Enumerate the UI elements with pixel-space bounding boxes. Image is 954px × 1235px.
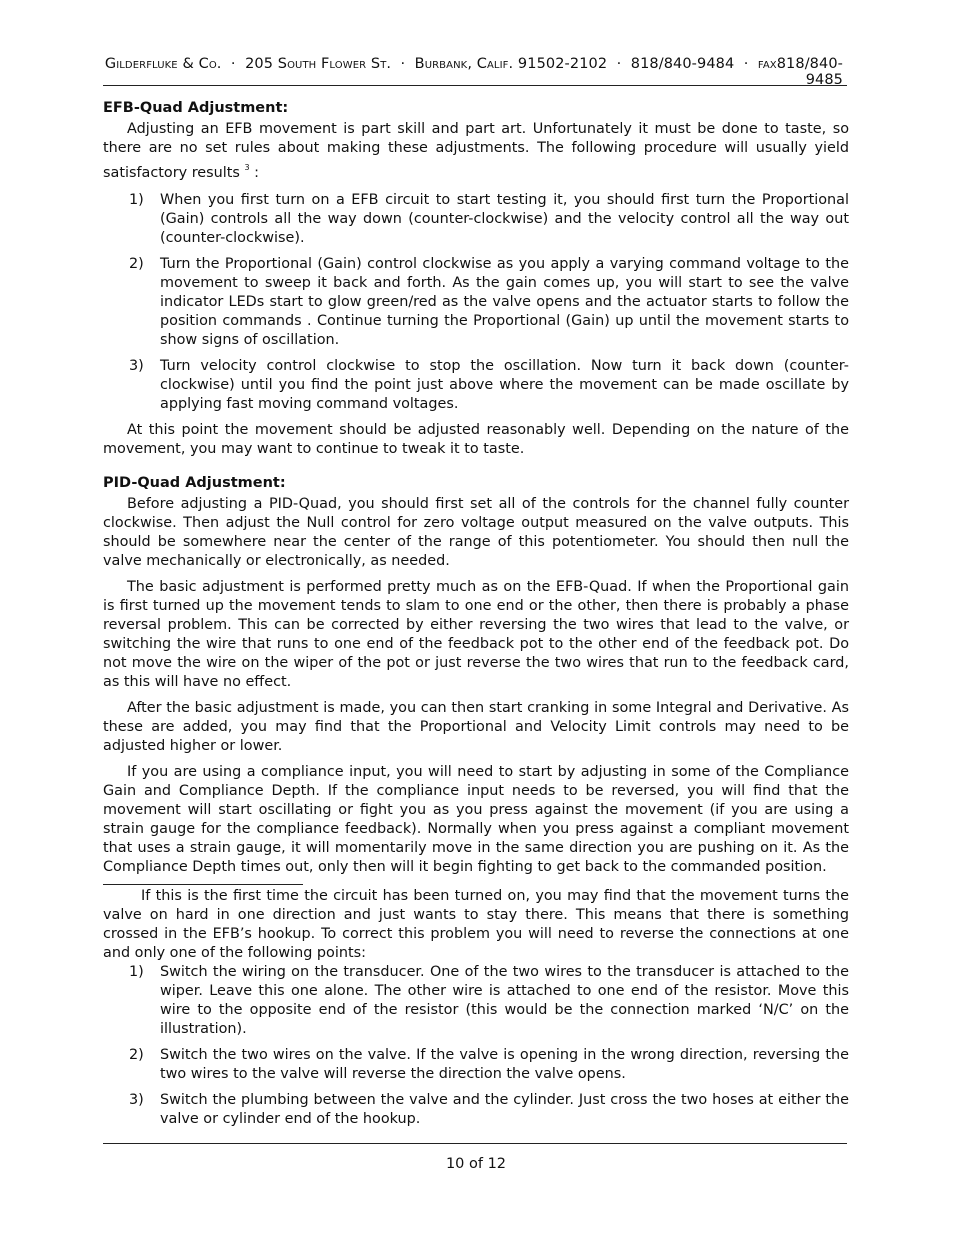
numbered-list [103, 191, 849, 414]
list-number: 1) [129, 964, 144, 980]
list-text: Turn the Proportional (Gain) control clockwise as you apply a varying command voltage to the movement to sweep it back and forth. As the gain comes up, you will start to see the valve indicator LEDs start to glow green/red as the valve opens and the actuator starts to follow the position commands . Continue turning the Proportional (Gain) up until the movement starts to show signs of oscillation. [160, 256, 849, 348]
city: Burbank, Calif. [414, 56, 514, 72]
paragraph-text: Adjusting an EFB movement is part skill and part art. Unfortunately it must be done to taste, so there are no set rules about making these adjustments. The following procedure will usually yield satisfactory results [103, 121, 849, 181]
fax-label: fax [757, 56, 777, 72]
paragraph: Before adjusting a PID-Quad, you should first set all of the controls for the channel fully counter clockwise. Then adjust the Null control for zero voltage output measured on the valve outputs. This should be somewhere near the center of the range of this potentiometer. You should then null the valve mechanically or electronically, as needed. [103, 496, 849, 569]
letterhead [103, 56, 843, 88]
list-item [103, 255, 849, 350]
list-text: Switch the two wires on the valve. If the valve is opening in the wrong direction, reversing the two wires to the valve will reverse the direction the valve opens. [160, 1047, 849, 1082]
list-number: 2) [129, 1047, 144, 1063]
paragraph: At this point the movement should be adjusted reasonably well. Depending on the nature of the movement, you may want to continue to tweak it to taste. [103, 422, 849, 457]
paragraph: The basic adjustment is performed pretty much as on the EFB-Quad. If when the Proportional gain is first turned up the movement tends to slam to one end or the other, then there is probably a phase reversal problem. This can be corrected by either reversing the two wires that lead to the valve, or switching the wire that runs to one end of the feedback pot to the other end of the feedback pot. Do not move the wire on the wiper of the pot or just reverse the two wires that run to the feedback card, as this will have no effect. [103, 579, 849, 690]
main-content [103, 99, 849, 877]
list-text: When you first turn on a EFB circuit to start testing it, you should first turn the Proportional (Gain) controls all the way down (counter-clockwise) and the velocity control all the way out (counter-clockwise). [160, 192, 849, 246]
list-number: 3) [129, 1092, 144, 1108]
separator: · [743, 56, 749, 72]
footer-rule [103, 1143, 847, 1144]
footnote [103, 887, 849, 1136]
footnote-text: If this is the first time the circuit has been turned on, you may find that the movement turns the valve on hard in one direction and just wants to stay there. This means that there is something crossed in the EFB’s hookup. To correct this problem you will need to reverse the connections at one and only one of the following points: [103, 888, 849, 961]
paragraph: After the basic adjustment is made, you can then start cranking in some Integral and Derivative. As these are added, you may find that the Proportional and Velocity Limit controls may need to be adjusted higher or lower. [103, 700, 849, 754]
footnote-rule [103, 884, 303, 885]
footnote-marker: 3 [244, 163, 250, 172]
list-item [103, 191, 849, 248]
list-text: Switch the wiring on the transducer. One of the two wires to the transducer is attached to the wiper. Leave this one alone. The other wire is attached to one end of the resistor. Move this wire to the opposite end of the resistor (this would be the connection marked ‘N/C’ on the illustration). [160, 964, 849, 1037]
list-number: 1) [129, 192, 144, 208]
street-number: 205 [245, 56, 274, 72]
list-number: 2) [129, 256, 144, 272]
page-number: 10 of 12 [445, 1156, 507, 1172]
street-name: South Flower St. [277, 56, 392, 72]
paragraph [103, 120, 849, 183]
efb-section [103, 99, 849, 459]
separator: · [230, 56, 236, 72]
list-number: 3) [129, 358, 144, 374]
fax-number: 818/840-9485 [776, 56, 843, 88]
list-item [103, 357, 849, 414]
list-text: Switch the plumbing between the valve and the cylinder. Just cross the two hoses at either the valve or cylinder end of the hookup. [160, 1092, 849, 1127]
ampersand: & [182, 56, 194, 72]
company-suffix: Co. [198, 56, 222, 72]
separator: · [400, 56, 406, 72]
section-heading: EFB-Quad Adjustment: [103, 100, 289, 116]
list-text: Turn velocity control clockwise to stop the oscillation. Now turn it back down (counter-clockwise) until you find the point just above where the movement can be made oscillate by applying fast moving command voltages. [160, 358, 849, 412]
list-item [103, 1046, 849, 1084]
list-item [103, 963, 849, 1039]
numbered-list [103, 963, 849, 1129]
zip-code: 91502-2102 [517, 56, 608, 72]
separator: · [616, 56, 622, 72]
list-item [103, 1091, 849, 1129]
company-name: Gilderfluke [104, 56, 178, 72]
paragraph: If you are using a compliance input, you will need to start by adjusting in some of the Compliance Gain and Compliance Depth. If the compliance input needs to be reversed, you will find that the movement will start oscillating or fight you as you press against the movement (if you are using a strain gauge for the compliance feedback). Normally when you press against a compliant movement that uses a strain gauge, it will momentarily move in the same direction you are pushing on it. As the Compliance Depth times out, only then will it begin fighting to get back to the commanded position. [103, 764, 849, 875]
section-heading: PID-Quad Adjustment: [103, 475, 286, 491]
pid-section [103, 474, 849, 877]
phone-number: 818/840-9484 [630, 56, 735, 72]
header-rule [103, 85, 847, 86]
paragraph-text: : [254, 165, 260, 181]
